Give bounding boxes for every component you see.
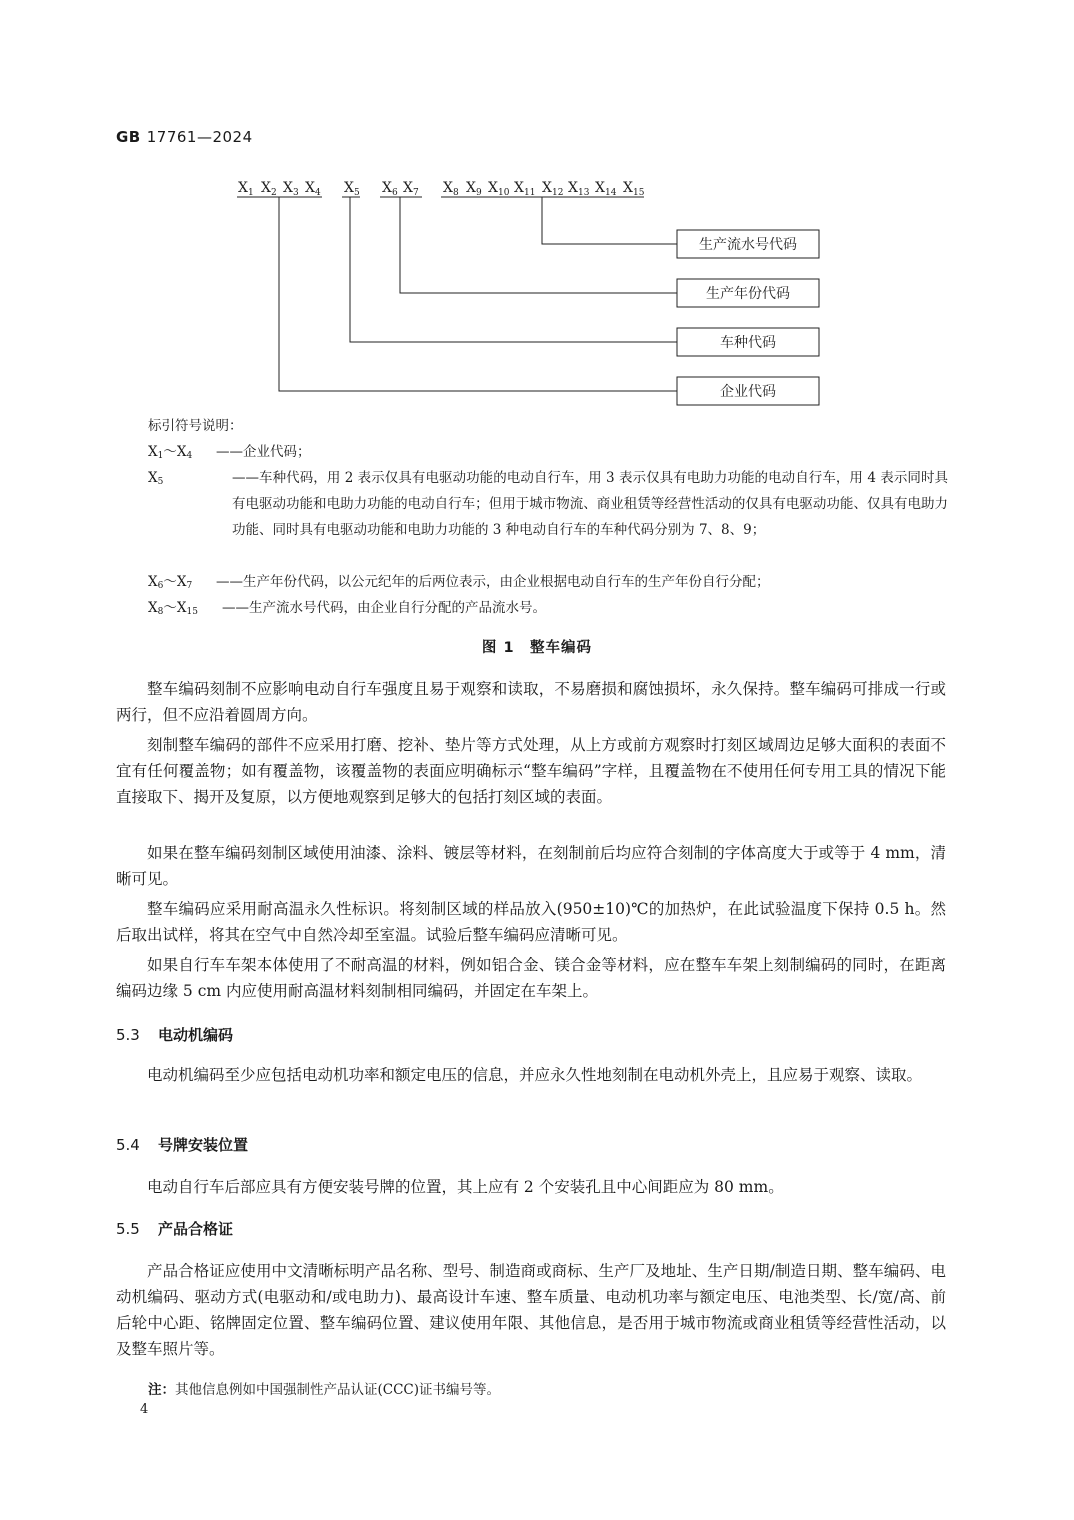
legend-symbol: $X_8\sim X_{15}$ xyxy=(148,600,198,617)
section-number: 5.5 xyxy=(116,1220,140,1238)
code-position-x2: $X_2$ xyxy=(261,180,277,198)
connector-serial xyxy=(542,197,677,244)
vin-structure-diagram xyxy=(0,0,1074,410)
paragraph: 刻制整车编码的部件不应采用打磨、挖补、垫片等方式处理，从上方或前方观察时打刻区域周边足够大面积的表面不宜有任何覆盖物；如有覆盖物，该覆盖物的表面应明确标示“整车编码”字样，且覆盖物在不使用任何专用工具的情况下能直接取下、揭开及复原，以方便地观察到足够大的包括打刻区域的表面。 xyxy=(116,736,946,806)
connector-type xyxy=(350,197,677,342)
legend-item-year xyxy=(148,569,948,595)
section-title: 号牌安装位置 xyxy=(158,1136,249,1154)
connector-year xyxy=(400,197,677,293)
legend-symbol: $X_1\sim X_4$ xyxy=(148,444,193,461)
paragraph: 产品合格证应使用中文清晰标明产品名称、型号、制造商或商标、生产厂及地址、生产日期/制造日期、整车编码、电动机编码、驱动方式(电驱动和/或电助力)、最高设计车速、整车质量、电动机功率与额定电压、电池类型、长/宽/高、前后轮中心距、铭牌固定位置、整车编码位置、建议使用年限、其他信息，是否用于城市物流或商业租赁等经营性活动，以及整车照片等。 xyxy=(116,1262,946,1358)
note-text: 其他信息例如中国强制性产品认证(CCC)证书编号等。 xyxy=(175,1382,501,1398)
code-position-x8: $X_8$ xyxy=(443,180,459,198)
paragraph: 如果在整车编码刻制区域使用油漆、涂料、镀层等材料，在刻制前后均应符合刻制的字体高度大于或等于 4 mm，清晰可见。 xyxy=(116,844,946,888)
section-title: 产品合格证 xyxy=(158,1220,234,1238)
code-position-x5: $X_5$ xyxy=(344,180,360,198)
legend-item-serial xyxy=(148,595,948,621)
legend-title: 标引符号说明： xyxy=(148,418,243,434)
section-number: 5.3 xyxy=(116,1026,140,1044)
paragraph: 整车编码应采用耐高温永久性标识。将刻制区域的样品放入(950±10)℃的加热炉，在此试验温度下保持 0.5 h。然后取出试样，将其在空气中自然冷却至室温。试验后整车编码应清晰可见。 xyxy=(116,900,946,944)
code-position-x7: $X_7$ xyxy=(403,180,419,198)
legend-item-enterprise xyxy=(148,439,948,465)
box-label-enterprise: 企业代码 xyxy=(720,384,776,400)
legend-description: ——企业代码； xyxy=(216,444,311,460)
paragraph: 如果自行车车架本体使用了不耐高温的材料，例如铝合金、镁合金等材料，应在整车车架上刻制编码的同时，在距离编码边缘 5 cm 内应使用耐高温材料刻制相同编码，并固定在车架上。 xyxy=(116,956,946,1000)
note xyxy=(148,1378,500,1398)
box-label-year: 生产年份代码 xyxy=(706,286,790,302)
paragraph: 电动自行车后部应具有方便安装号牌的位置，其上应有 2 个安装孔且中心间距应为 80 mm。 xyxy=(147,1178,784,1196)
code-position-x15: $X_{15}$ xyxy=(623,180,645,198)
standard-prefix: GB xyxy=(116,128,141,146)
note-label: 注： xyxy=(148,1382,175,1398)
legend-description: ——车种代码，用 2 表示仅具有电驱动功能的电动自行车，用 3 表示仅具有电助力功能的电动自行车，用 4 表示同时具有电驱动功能和电助力功能的电动自行车；但用于城市物流、商业租赁等经营性活动的仅具有电驱动功能、仅具有电助力功能、同时具有电驱动功能和电助力功能的 3 种电动自行车的车种代码分别为 7、8、9； xyxy=(232,470,948,538)
code-position-x13: $X_{13}$ xyxy=(568,180,590,198)
code-position-x14: $X_{14}$ xyxy=(595,180,617,198)
figure-caption: 图 1 整车编码 xyxy=(481,640,593,656)
code-position-x3: $X_3$ xyxy=(283,180,299,198)
page-number: 4 xyxy=(140,1402,149,1417)
legend-symbol: $X_5$ xyxy=(148,470,164,487)
code-position-x4: $X_4$ xyxy=(305,180,321,198)
paragraph: 电动机编码至少应包括电动机功率和额定电压的信息，并应永久性地刻制在电动机外壳上，且应易于观察、读取。 xyxy=(147,1066,923,1084)
box-label-type: 车种代码 xyxy=(720,335,776,351)
legend-symbol: $X_6\sim X_7$ xyxy=(148,574,193,591)
legend-description: ——生产流水号代码，由企业自行分配的产品流水号。 xyxy=(222,600,546,616)
connector-enterprise xyxy=(279,197,677,391)
box-label-serial: 生产流水号代码 xyxy=(699,237,797,253)
paragraph: 整车编码刻制不应影响电动自行车强度且易于观察和读取，不易磨损和腐蚀损坏，永久保持。整车编码可排成一行或两行，但不应沿着圆周方向。 xyxy=(116,680,946,724)
code-position-x11: $X_{11}$ xyxy=(514,180,536,198)
code-position-x10: $X_{10}$ xyxy=(488,180,510,198)
code-position-x6: $X_6$ xyxy=(382,180,398,198)
legend-description: ——生产年份代码，以公元纪年的后两位表示，由企业根据电动自行车的生产年份自行分配； xyxy=(216,574,770,590)
legend-item-type xyxy=(148,465,948,569)
section-title: 电动机编码 xyxy=(158,1026,234,1044)
section-heading-5-3 xyxy=(116,1024,233,1045)
diagram-svg xyxy=(0,0,1074,410)
section-heading-5-5 xyxy=(116,1218,233,1239)
section-heading-5-4 xyxy=(116,1134,248,1155)
code-position-x9: $X_9$ xyxy=(466,180,482,198)
code-position-x1: $X_1$ xyxy=(238,180,254,198)
section-number: 5.4 xyxy=(116,1136,140,1154)
standard-number: 17761—2024 xyxy=(146,128,253,146)
code-position-x12: $X_{12}$ xyxy=(542,180,564,198)
